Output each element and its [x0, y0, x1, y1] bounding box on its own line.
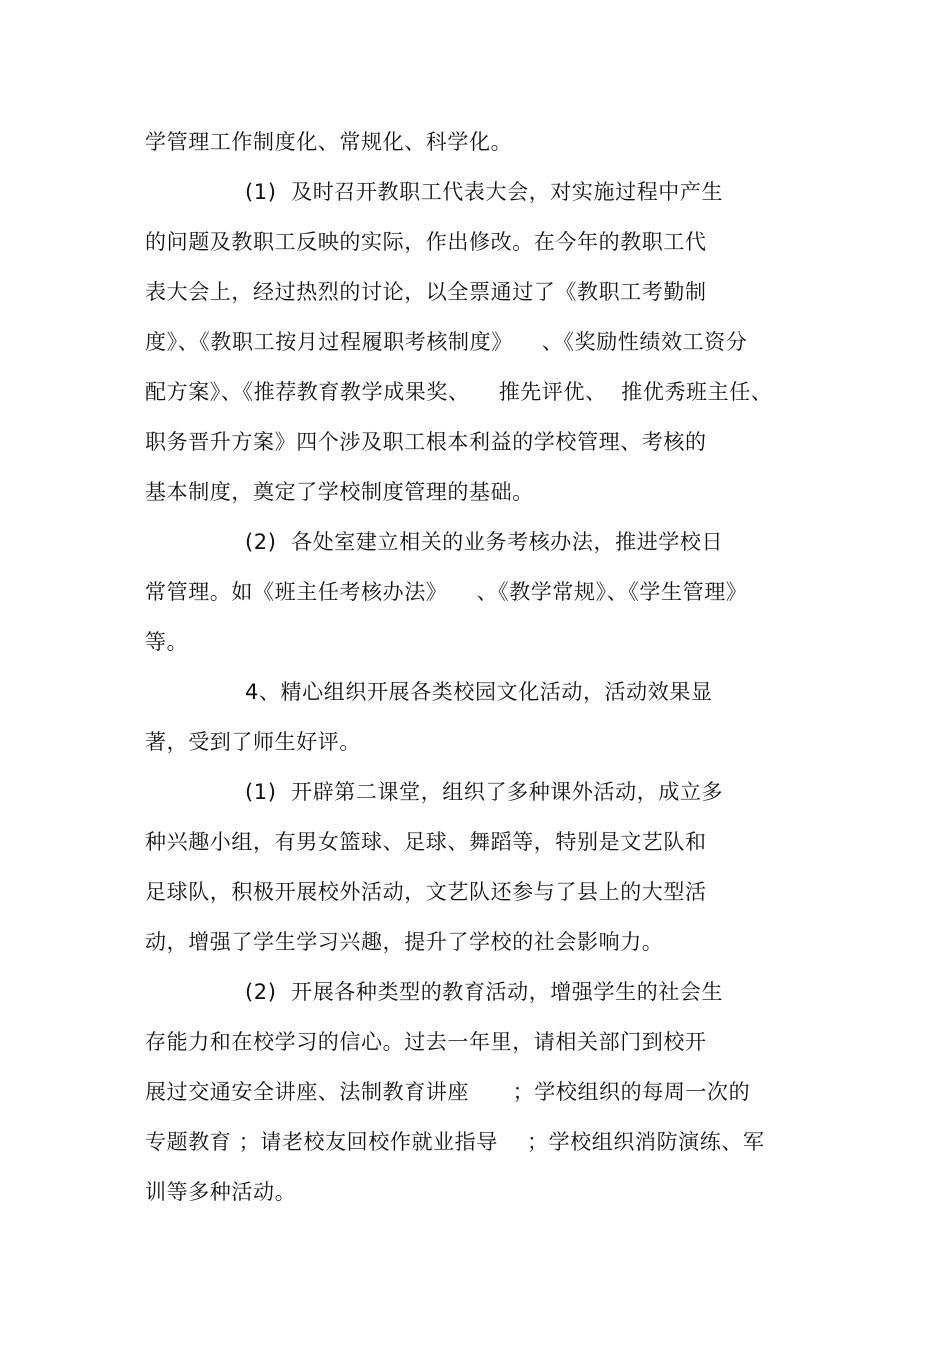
paragraph-start: (2) 各处室建立相关的业务考核办法，推进学校日	[245, 530, 724, 554]
text-line: 度》、《教职工按月过程履职考核制度》 、《奖励性绩效工资分	[145, 330, 748, 354]
text-line: 配方案》、《推荐教育教学成果奖、 推先评优、 推优秀班主任、	[145, 380, 773, 404]
text-line: 的问题及教职工反映的实际，作出修改。在今年的教职工代	[145, 230, 707, 254]
paragraph-start: (2) 开展各种类型的教育活动，增强学生的社会生	[245, 980, 724, 1004]
text-line: 存能力和在校学习的信心。过去一年里，请相关部门到校开	[145, 1030, 707, 1054]
text-line: 动，增强了学生学习兴趣，提升了学校的社会影响力。	[145, 930, 664, 954]
section-heading: 4、精心组织开展各类校园文化活动，活动效果显	[245, 680, 713, 704]
text-line: 著，受到了师生好评。	[145, 730, 361, 754]
text-line: 训等多种活动。	[145, 1180, 297, 1204]
text-line: 专题教育 ；请老校友回校作就业指导 ；学校组织消防演练、军	[145, 1130, 765, 1154]
text-line: 基本制度，奠定了学校制度管理的基础。	[145, 480, 534, 504]
text-line: 等。	[145, 630, 189, 654]
text-line: 常管理。如《班主任考核办法》 、《教学常规》、《学生管理》	[145, 580, 748, 604]
text-line: 职务晋升方案》四个涉及职工根本利益的学校管理、考核的	[145, 430, 707, 454]
paragraph-start: (1) 开辟第二课堂，组织了多种课外活动，成立多	[245, 780, 724, 804]
text-line: 足球队，积极开展校外活动，文艺队还参与了县上的大型活	[145, 880, 707, 904]
text-line: 表大会上，经过热烈的讨论，以全票通过了《教职工考勤制	[145, 280, 707, 304]
text-line: 展过交通安全讲座、法制教育讲座 ；学校组织的每周一次的	[145, 1080, 751, 1104]
text-line: 种兴趣小组，有男女篮球、足球、舞蹈等，特别是文艺队和	[145, 830, 707, 854]
paragraph-start: (1) 及时召开教职工代表大会，对实施过程中产生	[245, 180, 724, 204]
text-line: 学管理工作制度化、常规化、科学化。	[145, 130, 513, 154]
